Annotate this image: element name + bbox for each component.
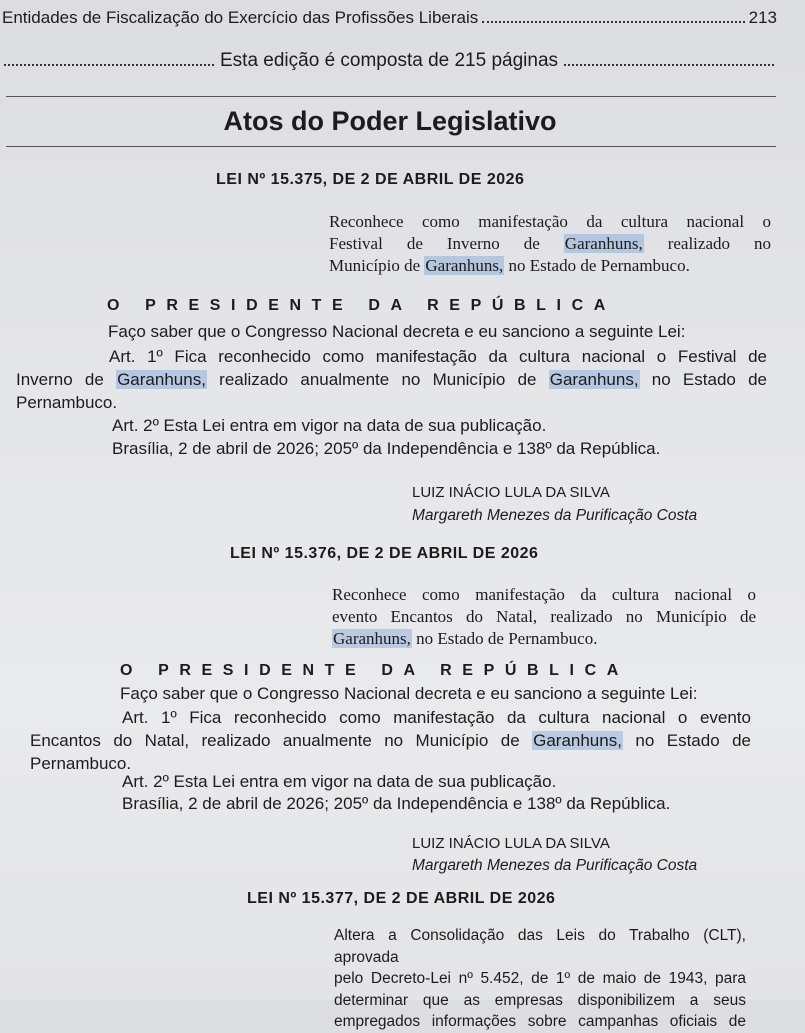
enactment-clause: Faço saber que o Congresso Nacional decreta e eu sanciono a seguinte Lei: <box>120 684 698 703</box>
article-line: Art. 1º Fica reconhecido como manifestação da cultura nacional o evento <box>122 708 751 727</box>
highlighted-term: Garanhuns, <box>564 234 643 253</box>
article-text: no Estado de <box>622 731 752 750</box>
toc-entry <box>2 8 777 28</box>
ementa-line <box>332 628 756 650</box>
signatory-minister: Margareth Menezes da Purificação Costa <box>412 507 698 524</box>
toc-dot-leader <box>482 8 744 23</box>
article-text: realizado anualmente no Município de <box>206 370 549 389</box>
ementa-line: Reconhece como manifestação da cultura nacional o <box>329 212 771 231</box>
president-heading: O PRESIDENTE DA REPÚBLICA <box>107 297 616 314</box>
article-text: no Estado de <box>639 370 767 389</box>
edition-dot-leader-right <box>564 50 774 66</box>
article-line <box>30 729 751 752</box>
highlighted-term: Garanhuns, <box>533 731 622 750</box>
highlighted-term: Garanhuns, <box>333 629 411 648</box>
article-line: Art. 1º Fica reconhecido como manifestação da cultura nacional o Festival de <box>109 347 767 366</box>
signatory-president: LUIZ INÁCIO LULA DA SILVA <box>412 835 610 852</box>
article-text: Encantos do Natal, realizado anualmente no Município de <box>30 731 533 750</box>
signatory-president: LUIZ INÁCIO LULA DA SILVA <box>412 484 610 501</box>
section-divider <box>6 146 776 147</box>
article-line: Pernambuco. <box>16 393 118 412</box>
highlighted-term: Garanhuns, <box>117 370 206 389</box>
law-ementa-15375 <box>329 211 771 277</box>
article-1 <box>16 345 767 414</box>
toc-entry-page: 213 <box>748 8 777 27</box>
president-heading: O PRESIDENTE DA REPÚBLICA <box>120 662 629 679</box>
law-title-15376: LEI Nº 15.376, DE 2 DE ABRIL DE 2026 <box>230 545 539 562</box>
ementa-text: realizado no <box>643 234 771 253</box>
signatory-minister: Margareth Menezes da Purificação Costa <box>412 857 698 874</box>
edition-note: Esta edição é composta de 215 páginas <box>220 50 559 71</box>
ementa-text: no Estado de Pernambuco. <box>411 629 598 648</box>
article-1 <box>30 706 751 775</box>
signing-date: Brasília, 2 de abril de 2026; 205º da Independência e 138º da República. <box>112 439 661 458</box>
law-ementa-15376 <box>332 584 756 650</box>
ementa-text: no Estado de Pernambuco. <box>504 256 690 275</box>
article-2: Art. 2º Esta Lei entra em vigor na data de sua publicação. <box>122 772 557 791</box>
ementa-line: Altera a Consolidação das Leis do Trabalho (CLT), aprovada <box>334 927 746 966</box>
article-line: Pernambuco. <box>30 754 132 773</box>
ementa-line <box>329 255 771 277</box>
ementa-line: pelo Decreto-Lei nº 5.452, de 1º de maio de 1943, para <box>334 970 746 987</box>
highlighted-term: Garanhuns, <box>425 256 504 275</box>
ementa-line: evento Encantos do Natal, realizado no Município de <box>332 607 756 626</box>
ementa-line: determinar que as empresas disponibilizem a seus <box>334 991 746 1009</box>
law-ementa-15377 <box>334 925 746 1033</box>
article-2: Art. 2º Esta Lei entra em vigor na data de sua publicação. <box>112 416 547 435</box>
ementa-line: empregados informações sobre campanhas oficiais de <box>334 1013 746 1030</box>
article-text: Inverno de <box>16 370 117 389</box>
ementa-text: Município de <box>329 256 425 275</box>
law-title-15377: LEI Nº 15.377, DE 2 DE ABRIL DE 2026 <box>247 890 556 907</box>
ementa-text: Festival de Inverno de <box>329 234 564 253</box>
enactment-clause: Faço saber que o Congresso Nacional decreta e eu sanciono a seguinte Lei: <box>108 322 686 341</box>
toc-entry-label: Entidades de Fiscalização do Exercício das Profissões Liberais <box>2 8 479 27</box>
edition-note-line <box>4 50 774 72</box>
section-title: Atos do Poder Legislativo <box>223 106 557 136</box>
law-title-15375: LEI Nº 15.375, DE 2 DE ABRIL DE 2026 <box>216 171 525 188</box>
signing-date: Brasília, 2 de abril de 2026; 205º da Independência e 138º da República. <box>122 794 671 813</box>
ementa-line <box>329 233 771 255</box>
ementa-line: Reconhece como manifestação da cultura nacional o <box>332 585 756 604</box>
header-divider <box>6 96 776 97</box>
article-line <box>16 368 767 391</box>
highlighted-term: Garanhuns, <box>549 370 639 389</box>
edition-dot-leader-left <box>4 50 214 66</box>
